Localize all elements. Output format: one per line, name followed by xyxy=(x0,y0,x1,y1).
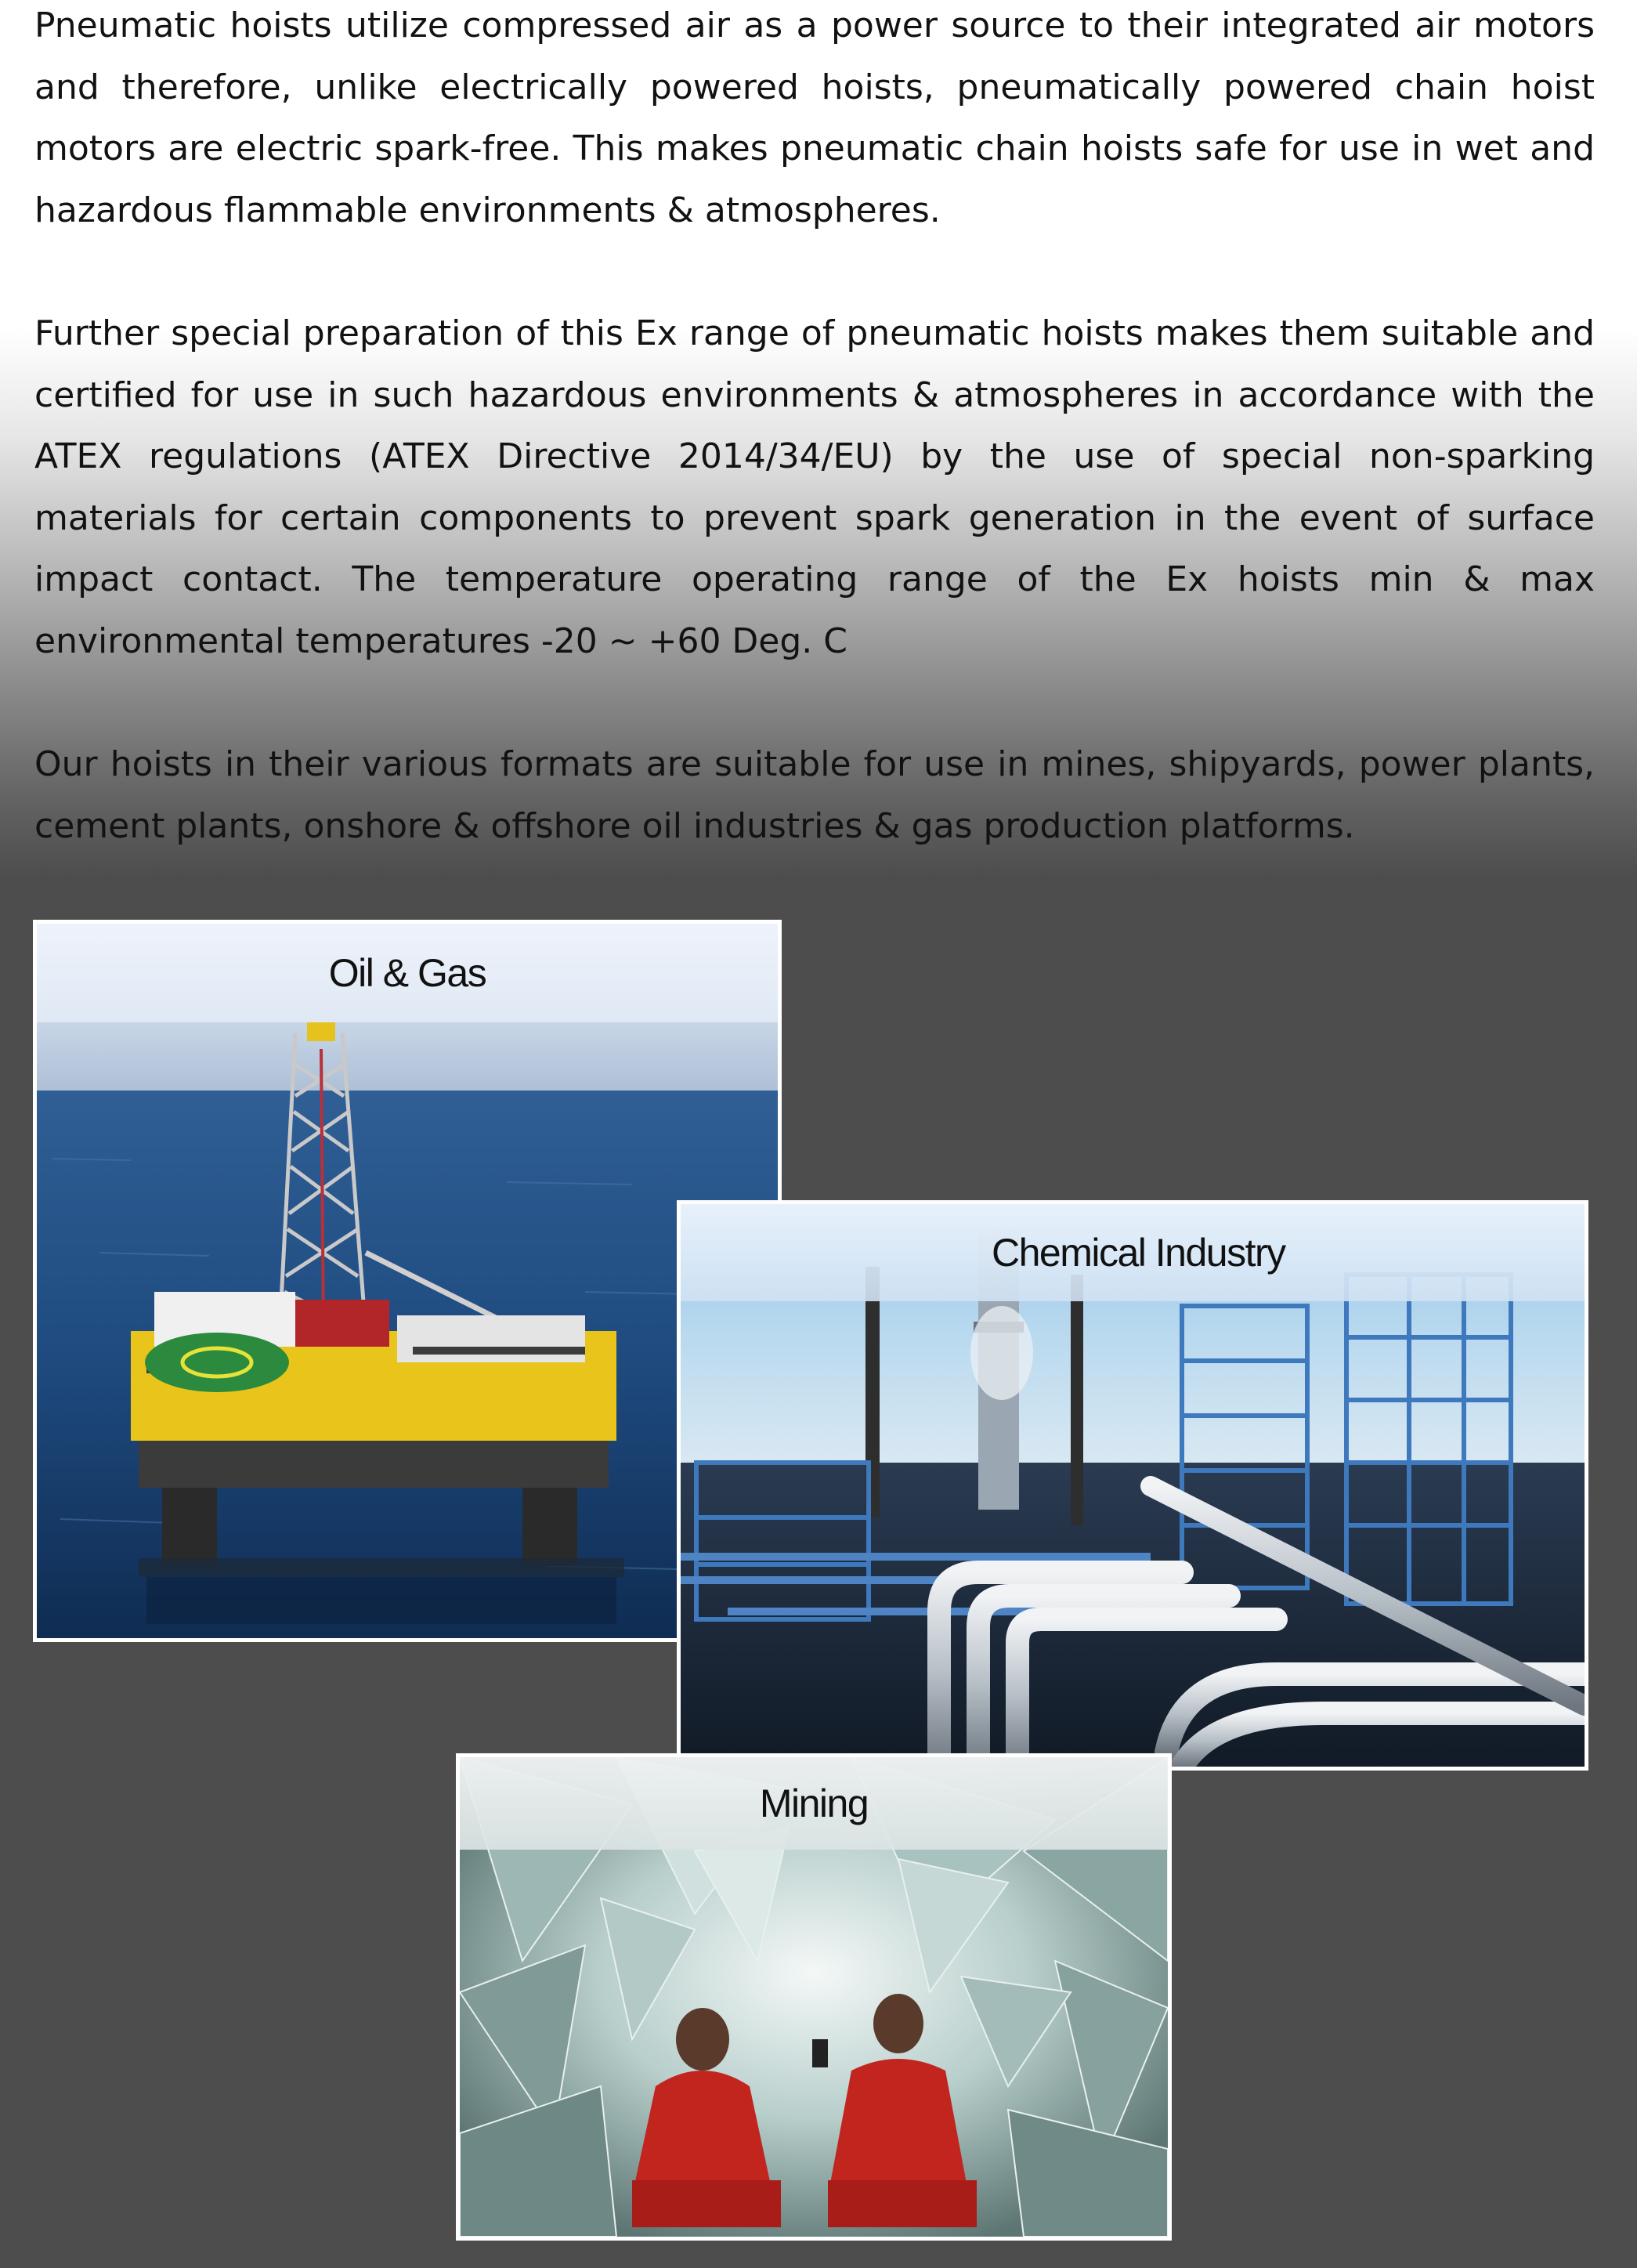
body-text xyxy=(34,0,1595,919)
photo-oil-gas xyxy=(33,920,782,1642)
photo-chemical-industry xyxy=(677,1200,1588,1771)
photo-mining xyxy=(456,1753,1172,2241)
oil-platform-image xyxy=(37,924,778,1638)
paragraph-intro: Pneumatic hoists utilize compressed air as a power source to their integrated air motors and therefore, unlike electrically powered hoists, pneumatically powered chain hoist motors are electric spark-free. This makes pneumatic chain hoists safe for use in wet and hazardous flammable environments & atmospheres. xyxy=(34,5,1595,230)
caption-mining: Mining xyxy=(460,1757,1168,1850)
paragraph-atex: Further special preparation of this Ex range of pneumatic hoists makes them suitable and certified for use in such hazardous environments & atmospheres in accordance with the ATEX regulations (ATEX Directive 2014/34/EU) by the use of special non-sparking materials for certain components to prevent spark generation in the event of surface impact contact. The temperature operating range of the Ex hoists min & max environmental temperatures -20 ~ +60 Deg. C xyxy=(34,313,1595,661)
caption-chemical-industry: Chemical Industry xyxy=(681,1204,1585,1301)
caption-oil-gas: Oil & Gas xyxy=(37,924,778,1022)
paragraph-applications: Our hoists in their various formats are suitable for use in mines, shipyards, power plants, cement plants, onshore & offshore oil industries & gas production platforms. xyxy=(34,744,1595,846)
